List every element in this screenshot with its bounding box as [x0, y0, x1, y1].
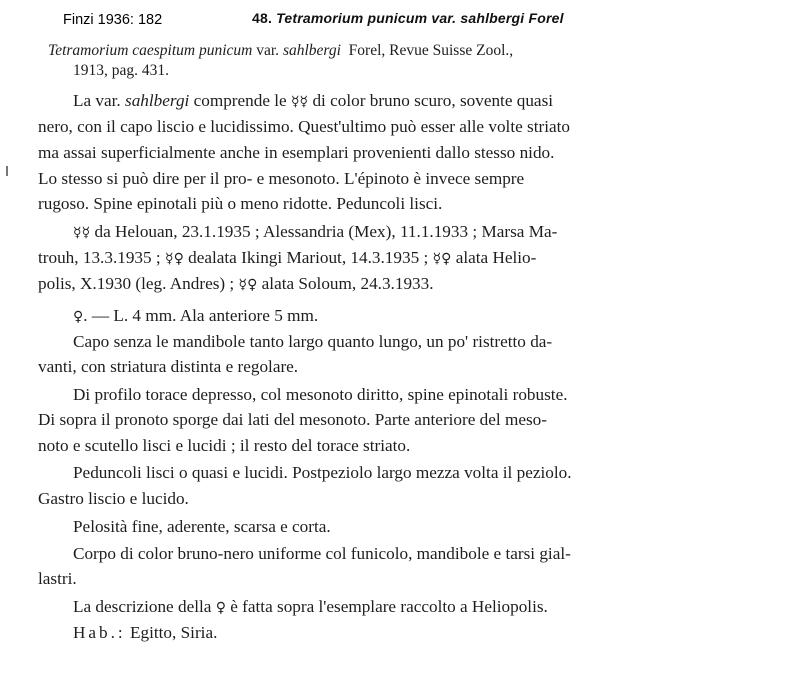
text-fragment: è fatta sopra l'esemplare raccolto a Heliopolis.: [230, 597, 548, 616]
reference-label: Finzi 1936: 182: [63, 12, 163, 28]
variety-name: sahlbergi: [125, 91, 190, 110]
worker-queen-symbols: ☿♀: [238, 277, 258, 293]
text-fragment: polis, X.1930 (leg. Andres) ;: [38, 274, 235, 293]
synonymy-line: [48, 42, 513, 60]
habitat-text: Egitto, Siria.: [130, 623, 218, 642]
text-line-7: [38, 248, 536, 268]
habitat-line: [73, 623, 217, 643]
text-line-12: Di profilo torace depresso, col mesonoto diritto, spine epinotali robuste.: [73, 385, 568, 404]
worker-queen-symbols: ☿♀: [432, 251, 452, 267]
margin-mark: [6, 166, 8, 176]
text-fragment: dealata Ikingi Mariout, 14.3.1935 ;: [188, 248, 429, 267]
worker-symbols: ☿☿: [73, 225, 91, 241]
text-fragment: alata Soloum, 24.3.1933.: [261, 274, 434, 293]
heading-species: Tetramorium punicum: [276, 10, 428, 26]
worker-symbols: ☿☿: [290, 94, 309, 110]
text-line-19: lastri.: [38, 569, 77, 588]
text-line-6: [73, 222, 557, 242]
text-line-5: rugoso. Spine epinotali più o meno ridotte. Peduncoli lisci.: [38, 194, 443, 213]
synonymy-line-2: 1913, pag. 431.: [73, 62, 170, 79]
worker-queen-symbols: ☿♀: [165, 251, 184, 267]
species-heading: [252, 10, 564, 26]
text-line-2: nero, con il capo liscio e lucidissimo. Quest'ultimo può esser alle volte striato: [38, 117, 570, 136]
text-line-16: Gastro liscio e lucido.: [38, 489, 189, 508]
text-line-15: Peduncoli lisci o quasi e lucidi. Postpeziolo largo mezza volta il peziolo.: [73, 463, 572, 482]
text-fragment: di color bruno scuro, sovente quasi: [312, 91, 554, 110]
text-line-14: noto e scutello lisci e lucidi ; il resto del torace striato.: [38, 436, 411, 455]
synonym-var-name: sahlbergi: [282, 42, 341, 59]
text-fragment: trouh, 13.3.1935 ;: [38, 248, 161, 267]
text-fragment: . — L. 4 mm. Ala anteriore 5 mm.: [83, 306, 319, 325]
text-line-18: Corpo di color bruno-nero uniforme col funicolo, mandibole e tarsi gial-: [73, 544, 571, 563]
text-line-4: Lo stesso si può dire per il pro- e mesonoto. L'épinoto è invece sempre: [38, 169, 525, 188]
heading-variety: var. sahlbergi Forel: [431, 10, 564, 26]
queen-symbol: ♀: [215, 600, 226, 616]
text-line-20: [73, 597, 548, 617]
text-line-17: Pelosità fine, aderente, scarsa e corta.: [73, 517, 331, 536]
text-fragment: La var.: [73, 91, 121, 110]
text-fragment: comprende le: [193, 91, 287, 110]
text-line-9: [73, 306, 318, 326]
text-line-3: ma assai superficialmente anche in esemplari provenienti dallo stesso nido.: [38, 143, 555, 162]
text-line-11: vanti, con striatura distinta e regolare.: [38, 357, 299, 376]
text-fragment: La descrizione della: [73, 597, 212, 616]
text-fragment: alata Helio-: [455, 248, 537, 267]
synonym-citation: Forel, Revue Suisse Zool.,: [348, 42, 514, 59]
heading-number: 48.: [252, 10, 273, 26]
habitat-label: Hab.:: [73, 623, 126, 642]
synonym-var-word: var.: [256, 42, 280, 59]
queen-symbol: ♀: [73, 309, 84, 325]
text-line-8: [38, 274, 434, 294]
text-line-10: Capo senza le mandibole tanto largo quanto lungo, un po' ristretto da-: [73, 332, 553, 351]
text-line-13: Di sopra il pronoto sporge dai lati del mesonoto. Parte anteriore del meso-: [38, 410, 547, 429]
text-fragment: da Helouan, 23.1.1935 ; Alessandria (Mex), 11.1.1933 ; Marsa Ma-: [94, 222, 558, 241]
text-line-1: [73, 91, 553, 111]
synonym-name: Tetramorium caespitum punicum: [48, 42, 253, 59]
